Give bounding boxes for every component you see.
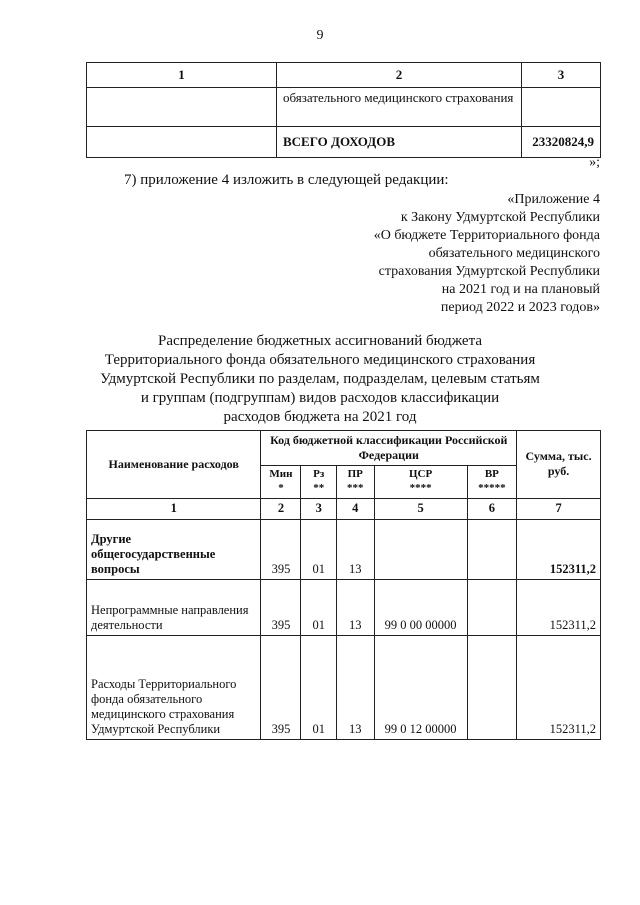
row-min: 395 <box>261 519 301 579</box>
closing-quote: »; <box>589 155 600 170</box>
expenditure-table <box>86 430 601 740</box>
subheader-vr: ВР ***** <box>467 466 517 499</box>
row-min: 395 <box>261 635 301 739</box>
table-cell-empty <box>522 88 601 127</box>
table-cell-empty <box>87 127 277 158</box>
table-header-row <box>87 431 601 466</box>
appendix-line: обязательного медицинского <box>428 246 600 261</box>
table-row <box>87 635 601 739</box>
row-rz: 01 <box>301 635 336 739</box>
column-number: 2 <box>261 498 301 519</box>
column-number: 3 <box>301 498 336 519</box>
row-sum: 152311,2 <box>517 519 601 579</box>
row-name: Расходы Территориального фонда обязательного медицинского страхования Удмуртской Республики <box>87 635 261 739</box>
header-name: Наименование расходов <box>87 431 261 499</box>
appendix-line: «О бюджете Территориального фонда <box>373 228 600 243</box>
income-table-continuation <box>86 62 601 158</box>
header-code: Код бюджетной классификации Российской Федерации <box>261 431 517 466</box>
subheader-csr: ЦСР **** <box>374 466 467 499</box>
table-total-row <box>87 127 601 158</box>
row-sum: 152311,2 <box>517 579 601 635</box>
row-name: Непрограммные направления деятельности <box>87 579 261 635</box>
document-title-line: расходов бюджета на 2021 год <box>223 409 417 425</box>
table-header-row <box>87 63 601 88</box>
amendment-instruction: 7) приложение 4 изложить в следующей редакции: <box>124 172 449 188</box>
row-name: Другие общегосударственные вопросы <box>87 519 261 579</box>
column-numbers-row <box>87 498 601 519</box>
total-label: ВСЕГО ДОХОДОВ <box>277 127 522 158</box>
document-title-line: Территориального фонда обязательного медицинского страхования <box>104 352 536 368</box>
document-title-line: Удмуртской Республики по разделам, подразделам, целевым статьям <box>100 371 540 387</box>
document-title-line: Распределение бюджетных ассигнований бюджета <box>158 333 482 349</box>
column-number: 7 <box>517 498 601 519</box>
column-number-3: 3 <box>522 63 601 88</box>
row-csr: 99 0 00 00000 <box>374 579 467 635</box>
row-rz: 01 <box>301 579 336 635</box>
appendix-line: страхования Удмуртской Республики <box>378 264 600 279</box>
row-pr: 13 <box>336 579 374 635</box>
column-number: 1 <box>87 498 261 519</box>
column-number-1: 1 <box>87 63 277 88</box>
subheader-min: Мин * <box>261 466 301 499</box>
subheader-rz: Рз ** <box>301 466 336 499</box>
row-vr <box>467 579 517 635</box>
row-csr <box>374 519 467 579</box>
column-number: 5 <box>374 498 467 519</box>
table-row <box>87 88 601 127</box>
appendix-line: на 2021 год и на плановый <box>441 282 600 297</box>
appendix-line: к Закону Удмуртской Республики <box>400 210 600 225</box>
row-rz: 01 <box>301 519 336 579</box>
table-cell-empty <box>87 88 277 127</box>
row-vr <box>467 519 517 579</box>
table-row <box>87 519 601 579</box>
row-min: 395 <box>261 579 301 635</box>
header-sum: Сумма, тыс. руб. <box>517 431 601 499</box>
table-cell-continued-text: обязательного медицинского страхования <box>277 88 522 127</box>
row-vr <box>467 635 517 739</box>
column-number-2: 2 <box>277 63 522 88</box>
subheader-pr: ПР *** <box>336 466 374 499</box>
page-number: 9 <box>316 28 324 43</box>
row-pr: 13 <box>336 519 374 579</box>
column-number: 6 <box>467 498 517 519</box>
table-row <box>87 579 601 635</box>
total-value: 23320824,9 <box>522 127 601 158</box>
document-title-line: и группам (подгруппам) видов расходов классификации <box>140 390 500 406</box>
column-number: 4 <box>336 498 374 519</box>
appendix-line: период 2022 и 2023 годов» <box>440 300 600 315</box>
row-pr: 13 <box>336 635 374 739</box>
row-sum: 152311,2 <box>517 635 601 739</box>
appendix-line: «Приложение 4 <box>507 192 600 207</box>
row-csr: 99 0 12 00000 <box>374 635 467 739</box>
